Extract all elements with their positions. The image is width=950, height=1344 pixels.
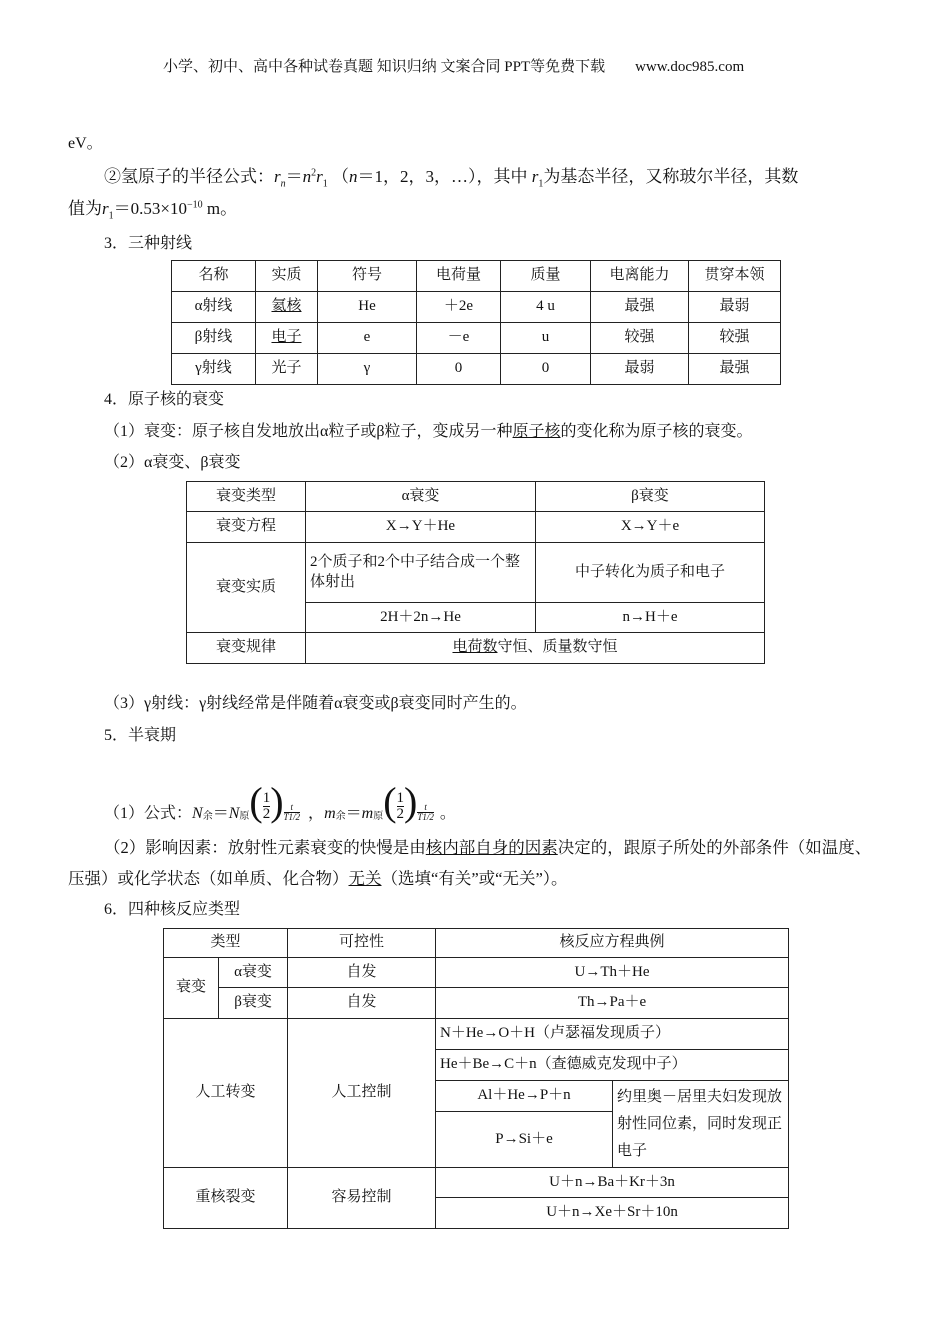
table-cell: β射线 bbox=[172, 323, 256, 354]
rays-table bbox=[171, 260, 781, 385]
table-cell: 贯穿本领 bbox=[689, 261, 781, 292]
table-cell: X→Y＋He bbox=[306, 512, 536, 543]
table-cell: 最弱 bbox=[689, 292, 781, 323]
table-cell: P→Si＋e bbox=[436, 1112, 613, 1168]
table-cell: He bbox=[318, 292, 417, 323]
table-cell: 衰变 bbox=[164, 958, 219, 1019]
table-cell: β衰变 bbox=[219, 988, 288, 1019]
table-cell: e bbox=[318, 323, 417, 354]
table-cell: 电荷数守恒、质量数守恒 bbox=[306, 633, 765, 664]
table-cell: n→H＋e bbox=[536, 603, 765, 633]
table-row bbox=[187, 633, 765, 664]
influence-factor-line1: （2）影响因素：放射性元素衰变的快慢是由核内部自身的因素决定的，跟原子所处的外部条件（如温度、 bbox=[104, 838, 872, 857]
decay-table bbox=[186, 481, 765, 664]
table-cell: 较强 bbox=[689, 323, 781, 354]
influence-factor-line2: 压强）或化学状态（如单质、化合物）无关（选填“有关”或“无关”）。 bbox=[68, 869, 568, 888]
table-cell: 符号 bbox=[318, 261, 417, 292]
table-cell: α衰变 bbox=[306, 482, 536, 512]
radius-value-line: 值为$r_1=0.53\times 10^{-10}$ m。 bbox=[68, 199, 238, 222]
table-cell: U＋n→Ba＋Kr＋3n bbox=[436, 1168, 789, 1198]
table-cell: 人工转变 bbox=[164, 1019, 288, 1168]
table-cell: U＋n→Xe＋Sr＋10n bbox=[436, 1198, 789, 1229]
radius-formula-line: ②氢原子的半径公式：$r_n=n^2r_1$ （n＝1，2，3，…），其中 $r_1$为基态半径，又称玻尔半径，其数 bbox=[104, 167, 799, 190]
section-5-title: 5．半衰期 bbox=[104, 727, 177, 744]
table-row bbox=[172, 292, 781, 323]
table-cell: 核反应方程典例 bbox=[436, 929, 789, 958]
table-row bbox=[164, 958, 789, 988]
table-cell: 电荷量 bbox=[417, 261, 501, 292]
table-row bbox=[172, 354, 781, 385]
table-cell: 可控性 bbox=[288, 929, 436, 958]
table-cell: He＋Be→C＋n（查德威克发现中子） bbox=[436, 1050, 789, 1081]
table-cell: 电离能力 bbox=[591, 261, 689, 292]
table-cell: 衰变方程 bbox=[187, 512, 306, 543]
table-cell: Al＋He→P＋n bbox=[436, 1081, 613, 1112]
table-cell: 质量 bbox=[501, 261, 591, 292]
table-row bbox=[187, 482, 765, 512]
half-life-formula: （1）公式： N 余 ＝ N 原 ( $\frac{1}{2}$ ) t T1/2 ， m 余 ＝ m 原 ( $\frac{1}{2}$ ) t T1/2 。 bbox=[104, 779, 456, 824]
section-3-title: 3．三种射线 bbox=[104, 235, 193, 252]
table-cell: 容易控制 bbox=[288, 1168, 436, 1229]
table-cell: 2H＋2n→He bbox=[306, 603, 536, 633]
table-cell: ＋2e bbox=[417, 292, 501, 323]
page-header: 小学、初中、高中各种试卷真题 知识归纳 文案合同 PPT等免费下载 www.doc985.com bbox=[163, 59, 745, 75]
table-cell: 2个质子和2个中子结合成一个整体射出 bbox=[306, 543, 536, 603]
table-cell: 光子 bbox=[256, 354, 318, 385]
table-cell: 人工控制 bbox=[288, 1019, 436, 1168]
table-row bbox=[164, 988, 789, 1019]
table-cell: 0 bbox=[501, 354, 591, 385]
table-cell: 自发 bbox=[288, 988, 436, 1019]
table-cell: 0 bbox=[417, 354, 501, 385]
table-cell: γ bbox=[318, 354, 417, 385]
table-cell: Th→Pa＋e bbox=[436, 988, 789, 1019]
table-cell: 自发 bbox=[288, 958, 436, 988]
table-cell: u bbox=[501, 323, 591, 354]
table-cell: 约里奥－居里夫妇发现放射性同位素，同时发现正电子 bbox=[613, 1081, 789, 1168]
table-cell: 名称 bbox=[172, 261, 256, 292]
decay-definition: （1）衰变：原子核自发地放出α粒子或β粒子，变成另一种原子核的变化称为原子核的衰变。 bbox=[104, 423, 753, 440]
table-cell: N＋He→O＋H（卢瑟福发现质子） bbox=[436, 1019, 789, 1050]
table-cell: γ射线 bbox=[172, 354, 256, 385]
table-cell: U→Th＋He bbox=[436, 958, 789, 988]
table-row bbox=[164, 929, 789, 958]
table-row bbox=[172, 323, 781, 354]
table-cell: 氦核 bbox=[256, 292, 318, 323]
table-cell: α衰变 bbox=[219, 958, 288, 988]
table-row bbox=[164, 1168, 789, 1198]
table-cell: 较强 bbox=[591, 323, 689, 354]
section-4-title: 4．原子核的衰变 bbox=[104, 391, 225, 408]
table-cell: 中子转化为质子和电子 bbox=[536, 543, 765, 603]
table-cell: 最弱 bbox=[591, 354, 689, 385]
table-cell: 4 u bbox=[501, 292, 591, 323]
table-row bbox=[187, 543, 765, 603]
table-cell: α射线 bbox=[172, 292, 256, 323]
table-row bbox=[187, 512, 765, 543]
table-cell: 实质 bbox=[256, 261, 318, 292]
table-cell: 电子 bbox=[256, 323, 318, 354]
text-ev: eV。 bbox=[68, 135, 103, 152]
table-cell: X→Y＋e bbox=[536, 512, 765, 543]
decay-subtitle: （2）α衰变、β衰变 bbox=[104, 454, 241, 471]
table-row bbox=[164, 1019, 789, 1050]
gamma-ray-text: （3）γ射线：γ射线经常是伴随着α衰变或β衰变同时产生的。 bbox=[104, 695, 527, 712]
table-cell: 最强 bbox=[689, 354, 781, 385]
section-6-title: 6．四种核反应类型 bbox=[104, 901, 241, 918]
table-cell: 衰变类型 bbox=[187, 482, 306, 512]
table-cell: β衰变 bbox=[536, 482, 765, 512]
table-header-row bbox=[172, 261, 781, 292]
table-cell: 衰变实质 bbox=[187, 543, 306, 633]
table-cell: 类型 bbox=[164, 929, 288, 958]
table-cell: 衰变规律 bbox=[187, 633, 306, 664]
nuclear-reaction-table bbox=[163, 928, 789, 1229]
table-cell: －e bbox=[417, 323, 501, 354]
table-cell: 最强 bbox=[591, 292, 689, 323]
table-cell: 重核裂变 bbox=[164, 1168, 288, 1229]
